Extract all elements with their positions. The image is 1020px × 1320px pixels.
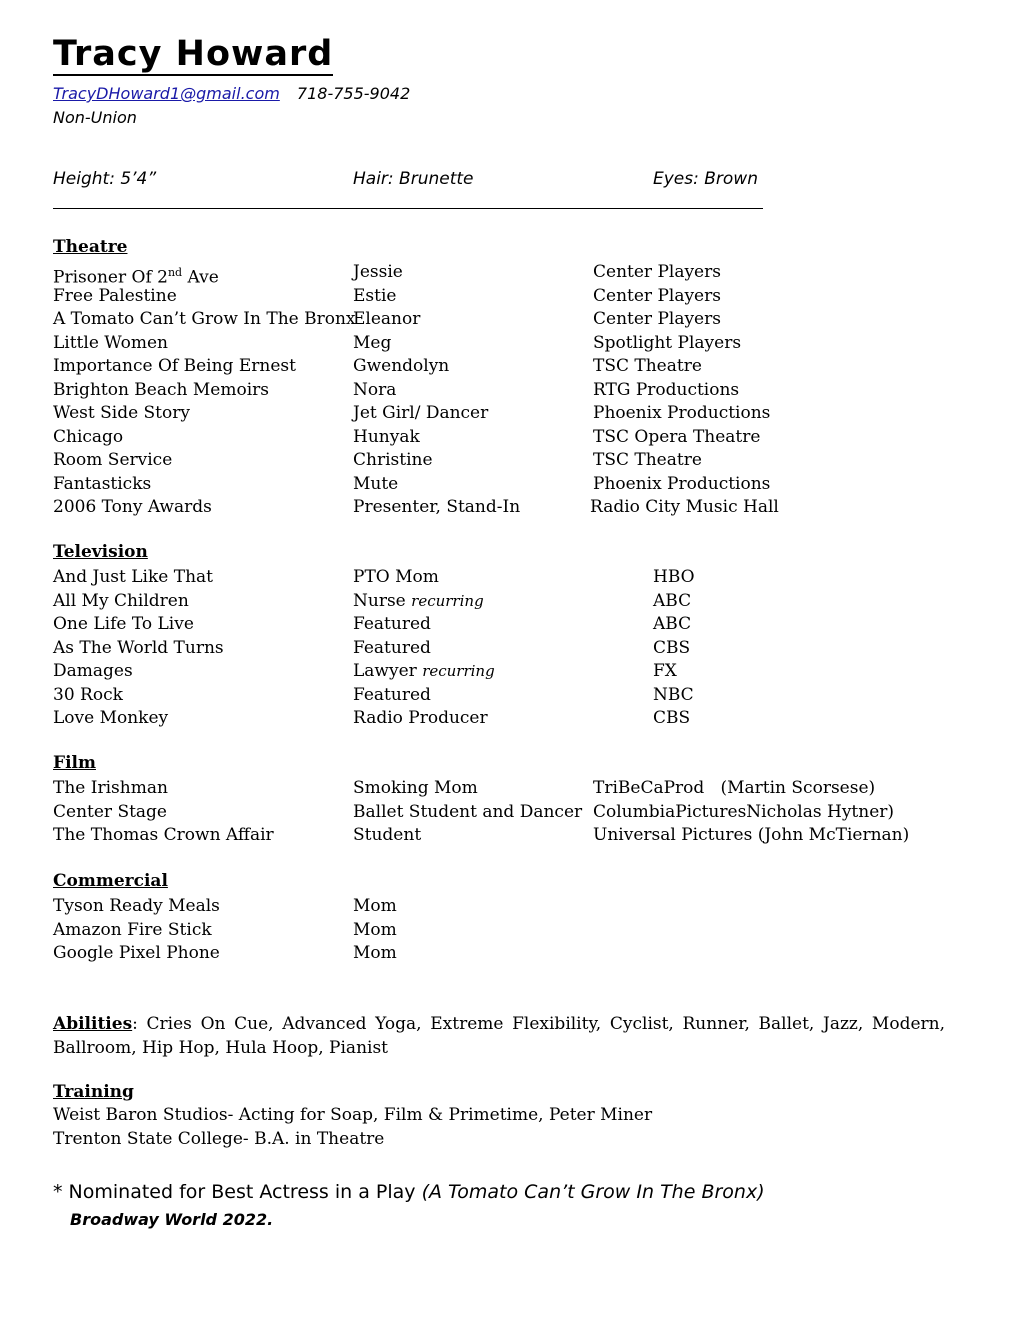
contact-line xyxy=(53,84,410,103)
film-title: The Irishman xyxy=(53,778,168,798)
commercial-heading: Commercial xyxy=(53,871,168,891)
role: Mom xyxy=(353,896,397,916)
network: FX xyxy=(653,661,677,681)
role: Hunyak xyxy=(353,426,420,447)
role xyxy=(353,566,439,589)
role xyxy=(353,707,488,730)
commercial-title: Google Pixel Phone xyxy=(53,943,220,963)
role: Jessie xyxy=(353,262,403,282)
studio: Universal Pictures (John McTiernan) xyxy=(593,825,910,845)
studio: TriBeCaProd (Martin Scorsese) xyxy=(593,778,876,798)
role: Mute xyxy=(353,473,399,494)
divider-line xyxy=(53,208,763,209)
theatre-row xyxy=(0,285,1020,308)
show-title-end: Ave xyxy=(182,267,219,288)
nomination-line xyxy=(53,1181,765,1203)
role xyxy=(353,590,484,613)
show-title xyxy=(53,355,296,378)
role xyxy=(353,637,431,660)
theatre-row xyxy=(0,473,1020,496)
eyes-attr: Eyes: Brown xyxy=(653,169,758,189)
show-title-text: Free Palestine xyxy=(53,285,177,306)
ordinal-suffix: nd xyxy=(167,266,183,279)
television-row xyxy=(0,707,1020,730)
television-row xyxy=(0,660,1020,683)
show-title-text: 2006 Tony Awards xyxy=(53,497,212,517)
company: Radio City Music Hall xyxy=(590,497,779,517)
show-title-text: A Tomato Can’t Grow In The Bronx xyxy=(53,309,356,329)
company: Phoenix Productions xyxy=(593,403,771,423)
television-row xyxy=(0,590,1020,613)
theatre-row xyxy=(0,332,1020,355)
company: Center Players xyxy=(593,309,721,329)
theatre-row xyxy=(0,261,1020,288)
role: Ballet Student and Dancer xyxy=(353,801,583,822)
network: CBS xyxy=(653,637,691,658)
show-title-text: Brighton Beach Memoirs xyxy=(53,379,269,400)
show-title: 30 Rock xyxy=(53,684,123,705)
television-row xyxy=(0,566,1020,589)
show-title: Damages xyxy=(53,661,133,681)
role: Mom xyxy=(353,943,397,963)
theatre-row xyxy=(0,449,1020,472)
television-row xyxy=(0,613,1020,636)
network: ABC xyxy=(653,590,692,611)
commercial-row xyxy=(0,919,1020,942)
training-item: Weist Baron Studios- Acting for Soap, Film & Primetime, Peter Miner xyxy=(53,1105,653,1125)
role: Eleanor xyxy=(353,309,421,329)
height-attr: Height: 5’4” xyxy=(53,169,157,189)
network: ABC xyxy=(653,614,692,634)
theatre-row xyxy=(0,308,1020,331)
theatre-row xyxy=(0,379,1020,402)
show-title: All My Children xyxy=(53,590,189,611)
show-title xyxy=(53,473,151,496)
show-title xyxy=(53,496,212,519)
role: Gwendolyn xyxy=(353,356,450,376)
show-title-text: Room Service xyxy=(53,450,173,470)
film-heading: Film xyxy=(53,753,96,773)
show-title: Love Monkey xyxy=(53,708,169,728)
role-text: Featured xyxy=(353,684,431,705)
show-title-text: Fantasticks xyxy=(53,473,152,494)
show-title xyxy=(53,449,172,472)
role: Nora xyxy=(353,379,397,400)
film-row xyxy=(0,801,1020,824)
abilities-paragraph xyxy=(53,1012,945,1060)
role: Student xyxy=(353,825,422,845)
show-title xyxy=(53,402,190,425)
show-title-text: West Side Story xyxy=(53,403,190,423)
television-heading: Television xyxy=(53,542,148,562)
role xyxy=(353,684,431,707)
company: TSC Opera Theatre xyxy=(593,426,761,447)
abilities-label: Abilities xyxy=(53,1014,133,1034)
company: TSC Theatre xyxy=(593,356,702,376)
company: TSC Theatre xyxy=(593,450,702,470)
show-title-text: Chicago xyxy=(53,426,124,447)
company: Spotlight Players xyxy=(593,332,742,353)
show-title-text: Importance Of Being Ernest xyxy=(53,356,296,376)
training-heading: Training xyxy=(53,1082,134,1102)
role: Meg xyxy=(353,332,392,353)
commercial-title: Amazon Fire Stick xyxy=(53,919,212,940)
union-status: Non-Union xyxy=(53,108,137,127)
role: Presenter, Stand-In xyxy=(353,497,521,517)
resume-name: Tracy Howard xyxy=(53,34,334,74)
role: Christine xyxy=(353,450,433,470)
theatre-row xyxy=(0,402,1020,425)
show-title: As The World Turns xyxy=(53,637,224,658)
role-note: recurring xyxy=(422,662,495,680)
role xyxy=(353,660,495,683)
company: Center Players xyxy=(593,262,721,282)
show-title-text: Little Women xyxy=(53,332,168,353)
company: RTG Productions xyxy=(593,379,740,400)
theatre-row xyxy=(0,426,1020,449)
company: Center Players xyxy=(593,285,721,306)
nomination-prefix: * Nominated for Best Actress in a Play xyxy=(53,1181,422,1203)
commercial-row xyxy=(0,895,1020,918)
hair-attr: Hair: Brunette xyxy=(353,169,474,189)
role: Smoking Mom xyxy=(353,778,478,798)
role-text: Featured xyxy=(353,614,431,634)
show-title xyxy=(53,426,123,449)
role-text: PTO Mom xyxy=(353,567,439,587)
company: Phoenix Productions xyxy=(593,473,771,494)
show-title: One Life To Live xyxy=(53,614,194,634)
nomination-source: Broadway World 2022. xyxy=(70,1210,274,1229)
commercial-title: Tyson Ready Meals xyxy=(53,896,220,916)
role-text: Radio Producer xyxy=(353,708,488,728)
role xyxy=(353,613,431,636)
show-title xyxy=(53,285,177,308)
theatre-row xyxy=(0,496,1020,519)
network: NBC xyxy=(653,684,694,705)
studio: ColumbiaPicturesNicholas Hytner) xyxy=(593,801,895,822)
role-text: Featured xyxy=(353,637,431,658)
film-title: Center Stage xyxy=(53,801,167,822)
role: Estie xyxy=(353,285,397,306)
theatre-row xyxy=(0,355,1020,378)
theatre-heading: Theatre xyxy=(53,237,128,257)
role-text: Lawyer xyxy=(353,661,417,681)
role: Jet Girl/ Dancer xyxy=(353,403,489,423)
abilities-text: : Cries On Cue, Advanced Yoga, Extreme Flexibility, Cyclist, Runner, Ballet, Jazz, Modern, Ballroom, Hip Hop, Hula Hoop, Pianist xyxy=(53,1014,945,1058)
nomination-play: (A Tomato Can’t Grow In The Bronx) xyxy=(421,1181,765,1203)
network: CBS xyxy=(653,708,691,728)
television-row xyxy=(0,684,1020,707)
television-row xyxy=(0,637,1020,660)
show-title xyxy=(53,332,168,355)
role: Mom xyxy=(353,919,397,940)
film-row xyxy=(0,824,1020,847)
phone-number: 718-755-9042 xyxy=(296,84,411,103)
network: HBO xyxy=(653,567,695,587)
email-link[interactable]: TracyDHoward1@gmail.com xyxy=(53,84,280,103)
show-title-text: Prisoner Of 2 xyxy=(53,267,168,288)
training-item: Trenton State College- B.A. in Theatre xyxy=(53,1129,385,1149)
show-title xyxy=(53,379,269,402)
show-title xyxy=(53,308,356,331)
film-row xyxy=(0,777,1020,800)
role-note: recurring xyxy=(411,591,484,610)
film-title: The Thomas Crown Affair xyxy=(53,825,274,845)
show-title: And Just Like That xyxy=(53,567,213,587)
role-text: Nurse xyxy=(353,590,406,611)
commercial-row xyxy=(0,942,1020,965)
